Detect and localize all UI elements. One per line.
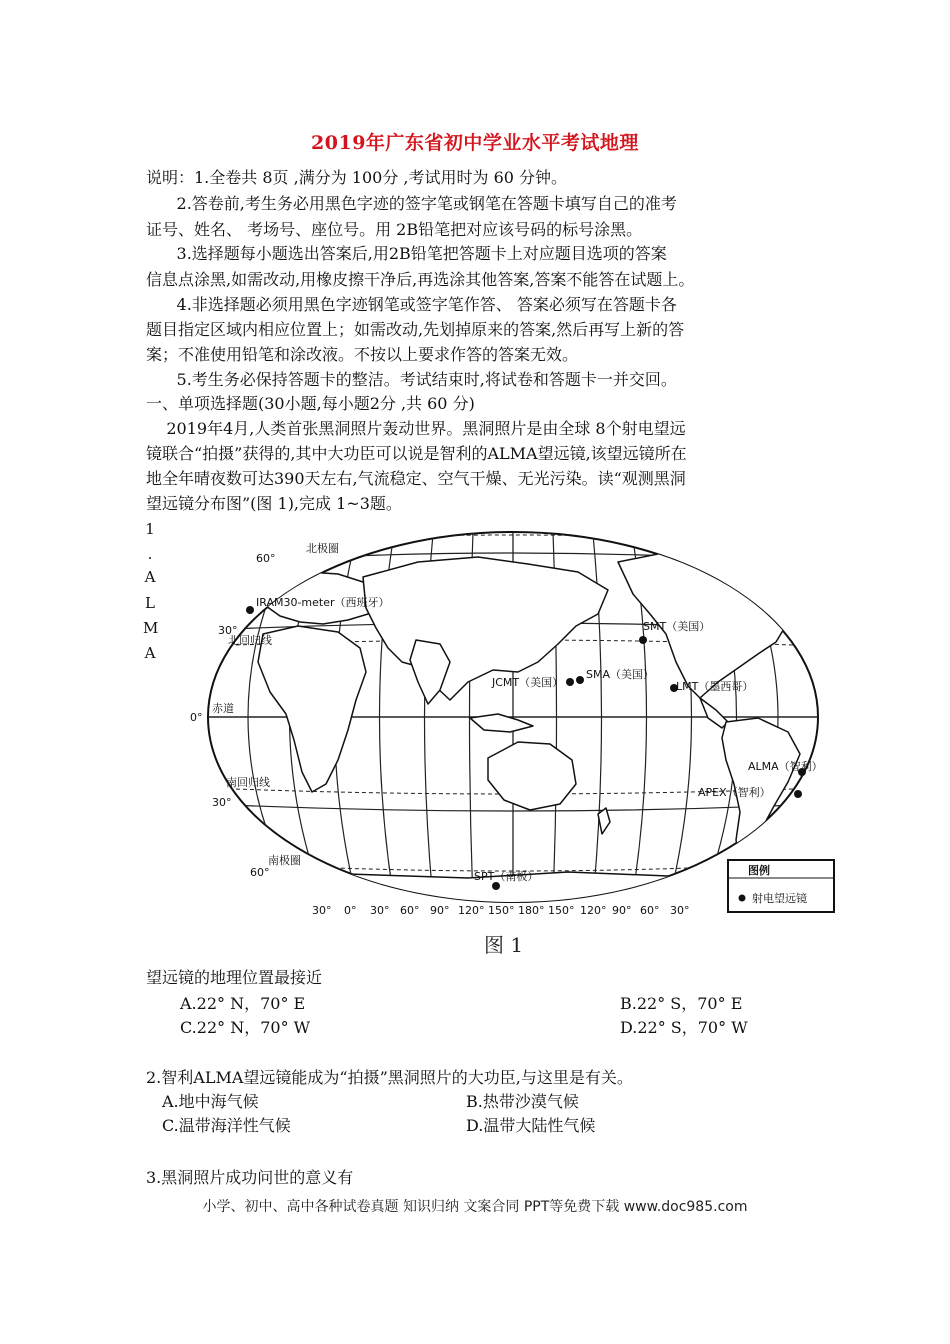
telescope-dot-apex — [794, 790, 802, 798]
arctic-circle-label: 北极圈 — [306, 542, 339, 555]
lon-label-12: 60° — [640, 904, 660, 917]
passage-line-4: 望远镜分布图”(图 1),完成 1~3题。 — [146, 494, 402, 513]
lat-label-30s: 30° — [212, 796, 232, 809]
q2-option-b: B.热带沙漠气候 — [466, 1092, 579, 1111]
figure-caption: 图 1 — [484, 933, 524, 957]
instruction-line-3: 证号、姓名、 考场号、座位号。用 2B铅笔把对应该号码的标号涂黑。 — [146, 220, 643, 239]
q2-option-a: A.地中海气候 — [162, 1092, 259, 1111]
lat-label-30n: 30° — [218, 624, 238, 637]
q2-option-c: C.温带海洋性气候 — [162, 1116, 291, 1135]
q3-stem: 3.黑洞照片成功问世的意义有 — [146, 1168, 354, 1187]
legend-title: 图例 — [748, 864, 770, 877]
instruction-line-7: 题目指定区域内相应位置上；如需改动,先划掉原来的答案,然后再写上新的答 — [146, 320, 685, 339]
page-footer: 小学、初中、高中各种试卷真题 知识归纳 文案合同 PPT等免费下载 www.doc985.com — [202, 1199, 748, 1215]
lon-label-5: 90° — [430, 904, 450, 917]
lon-label-1: 30° — [312, 904, 332, 917]
lat-label-60n: 60° — [256, 552, 276, 565]
lon-label-10: 120° — [580, 904, 607, 917]
instruction-line-5: 信息点涂黑,如需改动,用橡皮擦干净后,再选涂其他答案,答案不能答在试题上。 — [146, 270, 695, 289]
antarctic-circle-label: 南极圈 — [268, 854, 301, 867]
q1-option-b: B.22° S，70° E — [620, 994, 743, 1013]
vertical-char-3: A — [144, 568, 156, 586]
lon-label-9: 150° — [548, 904, 575, 917]
q1-option-c: C.22° N，70° W — [180, 1018, 311, 1037]
tropic-of-capricorn-label: 南回归线 — [226, 776, 270, 789]
instruction-line-8: 案；不准使用铅笔和涂改液。不按以上要求作答的答案无效。 — [146, 345, 579, 364]
vertical-char-1: 1 — [145, 520, 155, 538]
vertical-char-6: A — [144, 644, 156, 662]
section-heading: 一、单项选择题(30小题,每小题2分 ,共 60 分) — [146, 394, 475, 413]
instruction-line-6: 4.非选择题必须用黑色字迹钢笔或签字笔作答、 答案必须写在答题卡各 — [146, 295, 677, 314]
telescope-label-lmt: LMT（墨西哥） — [676, 680, 754, 693]
instruction-line-4: 3.选择题每小题选出答案后,用2B铅笔把答题卡上对应题目选项的答案 — [146, 244, 667, 263]
longitude-labels — [312, 904, 690, 917]
passage-line-1: 2019年4月,人类首张黑洞照片轰动世界。黑洞照片是由全球 8个射电望远 — [146, 419, 686, 438]
telescope-label-sma: SMA（美国） — [586, 668, 654, 681]
telescope-dot-iram — [246, 606, 254, 614]
lon-label-4: 60° — [400, 904, 420, 917]
instruction-line-2: 2.答卷前,考生务必用黑色字迹的签字笔或钢笔在答题卡填写自己的准考 — [146, 194, 677, 213]
q2-option-d: D.温带大陆性气候 — [466, 1116, 596, 1135]
instruction-line-1: 说明：1.全卷共 8页 ,满分为 100分 ,考试用时为 60 分钟。 — [146, 168, 568, 187]
passage-line-2: 镜联合“拍摄”获得的,其中大功臣可以说是智利的ALMA望远镜,该望远镜所在 — [146, 444, 687, 463]
lon-label-3: 30° — [370, 904, 390, 917]
lon-label-8: 180° — [518, 904, 545, 917]
lat-label-60s: 60° — [250, 866, 270, 879]
tropic-of-cancer-label: 北回归线 — [228, 634, 272, 647]
legend-item-label: 射电望远镜 — [752, 892, 807, 905]
vertical-char-5: M — [143, 619, 159, 637]
world-map-figure — [188, 522, 848, 962]
equator-label: 赤道 — [212, 702, 234, 715]
instruction-line-9: 5.考生务必保持答题卡的整洁。考试结束时,将试卷和答题卡一并交回。 — [146, 370, 677, 389]
page-title: 2019年广东省初中学业水平考试地理 — [311, 132, 639, 154]
telescope-label-alma: ALMA（智利） — [748, 760, 823, 773]
legend-dot — [739, 895, 746, 902]
lon-label-13: 30° — [670, 904, 690, 917]
lat-label-eq: 0° — [190, 711, 203, 724]
passage-line-3: 地全年晴夜数可达390天左右,气流稳定、空气干燥、无光污染。读“观测黑洞 — [146, 469, 686, 488]
lon-label-11: 90° — [612, 904, 632, 917]
q1-stem: 望远镜的地理位置最接近 — [146, 968, 323, 987]
telescope-label-smt: SMT（美国） — [643, 620, 711, 633]
telescope-dot-jcmt — [566, 678, 574, 686]
map-legend — [728, 860, 834, 912]
vertical-char-4: L — [145, 594, 155, 612]
lon-label-6: 120° — [458, 904, 485, 917]
q2-stem: 2.智利ALMA望远镜能成为“拍摄”黑洞照片的大功臣,与这里是有关。 — [146, 1068, 633, 1087]
telescope-label-apex: APEX（智利） — [698, 786, 771, 799]
telescope-label-jcmt: JCMT（美国） — [492, 676, 564, 689]
q1-option-a: A.22° N，70° E — [180, 994, 306, 1013]
vertical-char-2: . — [147, 545, 153, 563]
telescope-label-iram: IRAM30-meter（西班牙） — [256, 596, 390, 609]
q1-option-d: D.22° S，70° W — [620, 1018, 748, 1037]
telescope-dot-sma — [576, 676, 584, 684]
lon-label-2: 0° — [344, 904, 357, 917]
telescope-dot-smt — [639, 636, 647, 644]
telescope-dot-spt — [492, 882, 500, 890]
lon-label-7: 150° — [488, 904, 515, 917]
telescope-label-spt: SPT（南极） — [474, 870, 539, 883]
